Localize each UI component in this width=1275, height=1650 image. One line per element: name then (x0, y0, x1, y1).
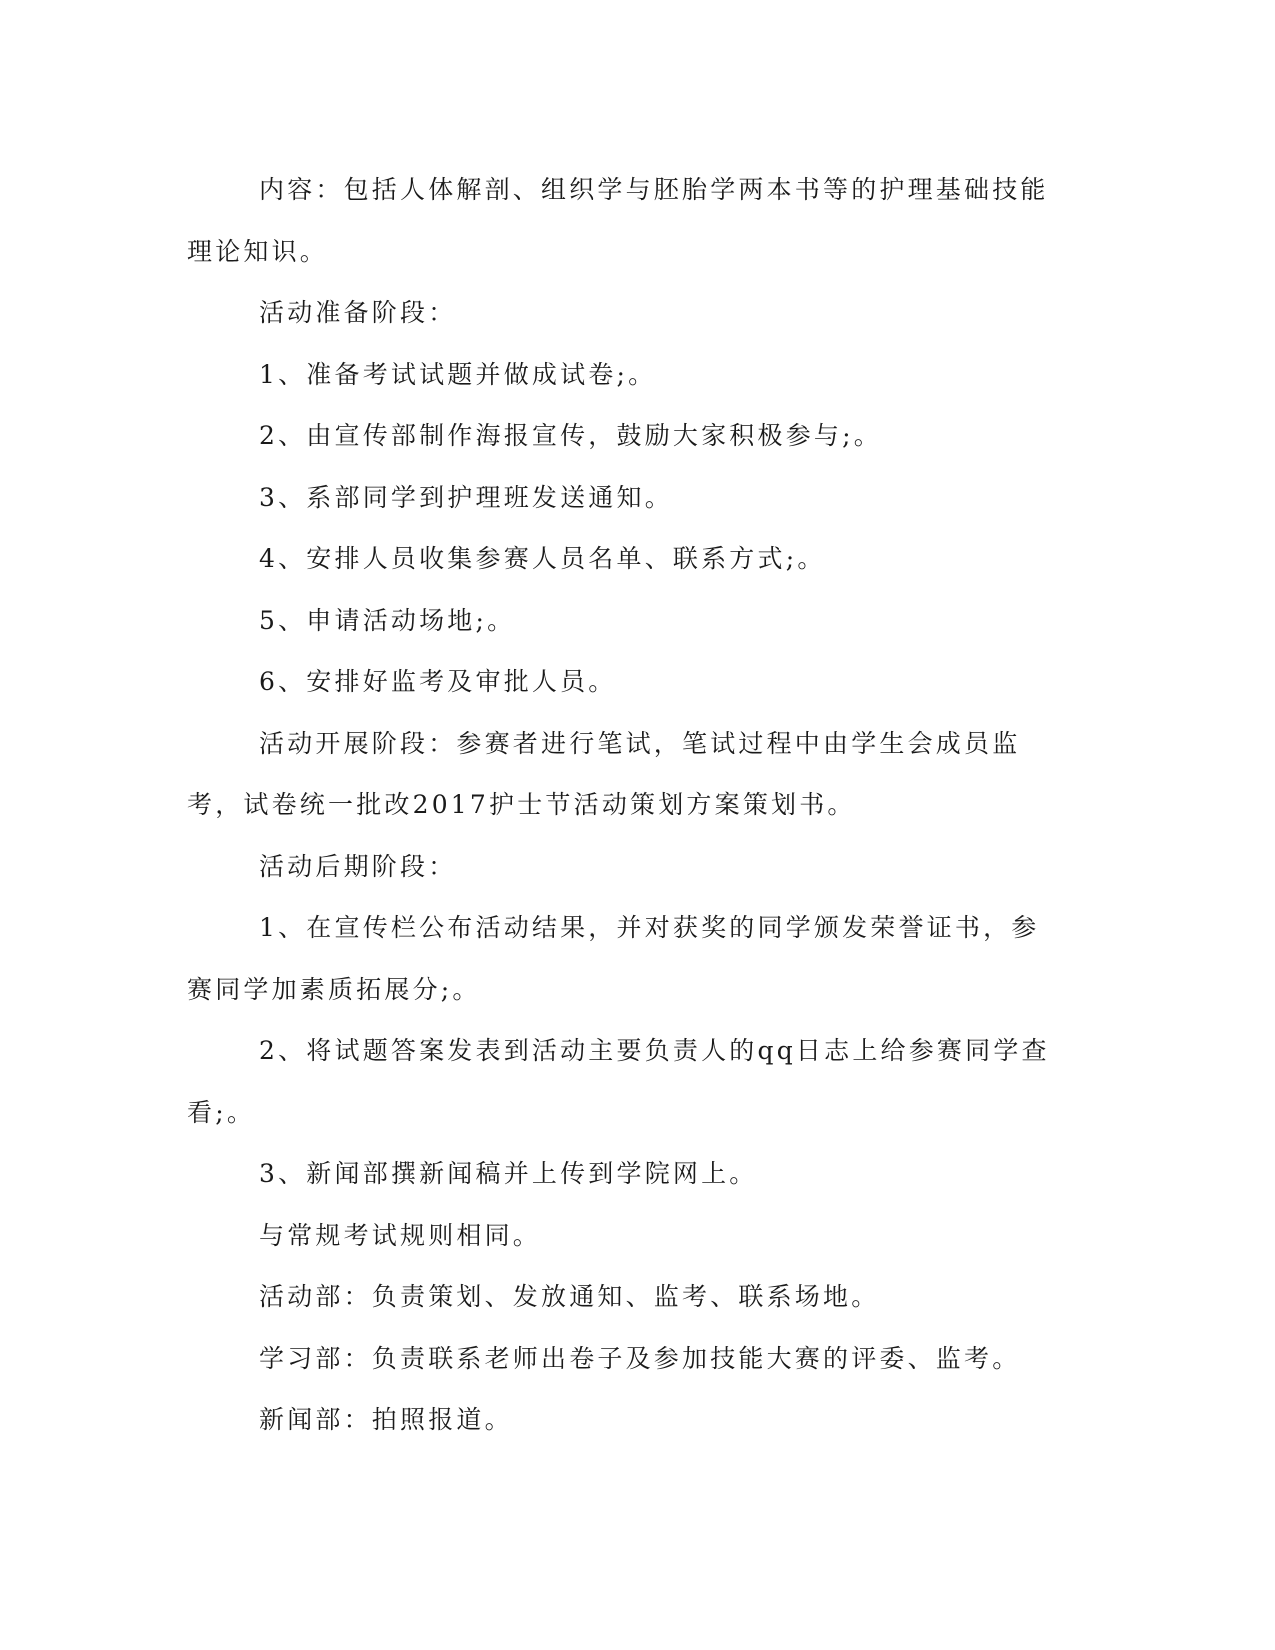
paragraph-prep-item-2: 2、由宣传部制作海报宣传，鼓励大家积极参与;。 (259, 421, 882, 450)
paragraph-study-dept: 学习部：负责联系老师出卷子及参加技能大赛的评委、监考。 (259, 1343, 1021, 1373)
paragraph-post-item-1: 1、在宣传栏公布活动结果，并对获奖的同学颁发荣誉证书，参赛同学加素质拓展分;。 (187, 913, 1040, 1004)
paragraph-prep-item-6: 6、安排好监考及审批人员。 (259, 667, 617, 696)
paragraph-post-item-3: 3、新闻部撰新闻稿并上传到学院网上。 (259, 1159, 758, 1188)
paragraph-post-stage-heading: 活动后期阶段： (259, 851, 457, 881)
paragraph-news-dept: 新闻部：拍照报道。 (259, 1405, 513, 1434)
paragraph-post-item-2: 2、将试题答案发表到活动主要负责人的qq日志上给参赛同学查看;。 (187, 1036, 1050, 1127)
paragraph-activity-dept: 活动部：负责策划、发放通知、监考、联系场地。 (259, 1282, 880, 1311)
paragraph-prep-item-4: 4、安排人员收集参赛人员名单、联系方式;。 (259, 544, 826, 573)
document-body (187, 159, 1067, 1451)
paragraph-content-scope: 内容：包括人体解剖、组织学与胚胎学两本书等的护理基础技能理论知识。 (187, 175, 1049, 266)
paragraph-prep-stage-heading: 活动准备阶段： (259, 298, 457, 327)
paragraph-prep-item-3: 3、系部同学到护理班发送通知。 (259, 482, 673, 512)
paragraph-prep-item-1: 1、准备考试试题并做成试卷;。 (259, 359, 657, 389)
paragraph-prep-item-5: 5、申请活动场地;。 (259, 605, 516, 635)
paragraph-execution-stage: 活动开展阶段：参赛者进行笔试，笔试过程中由学生会成员监考，试卷统一批改2017护士节活动策划方案策划书。 (187, 728, 1021, 819)
paragraph-rules: 与常规考试规则相同。 (259, 1220, 542, 1250)
